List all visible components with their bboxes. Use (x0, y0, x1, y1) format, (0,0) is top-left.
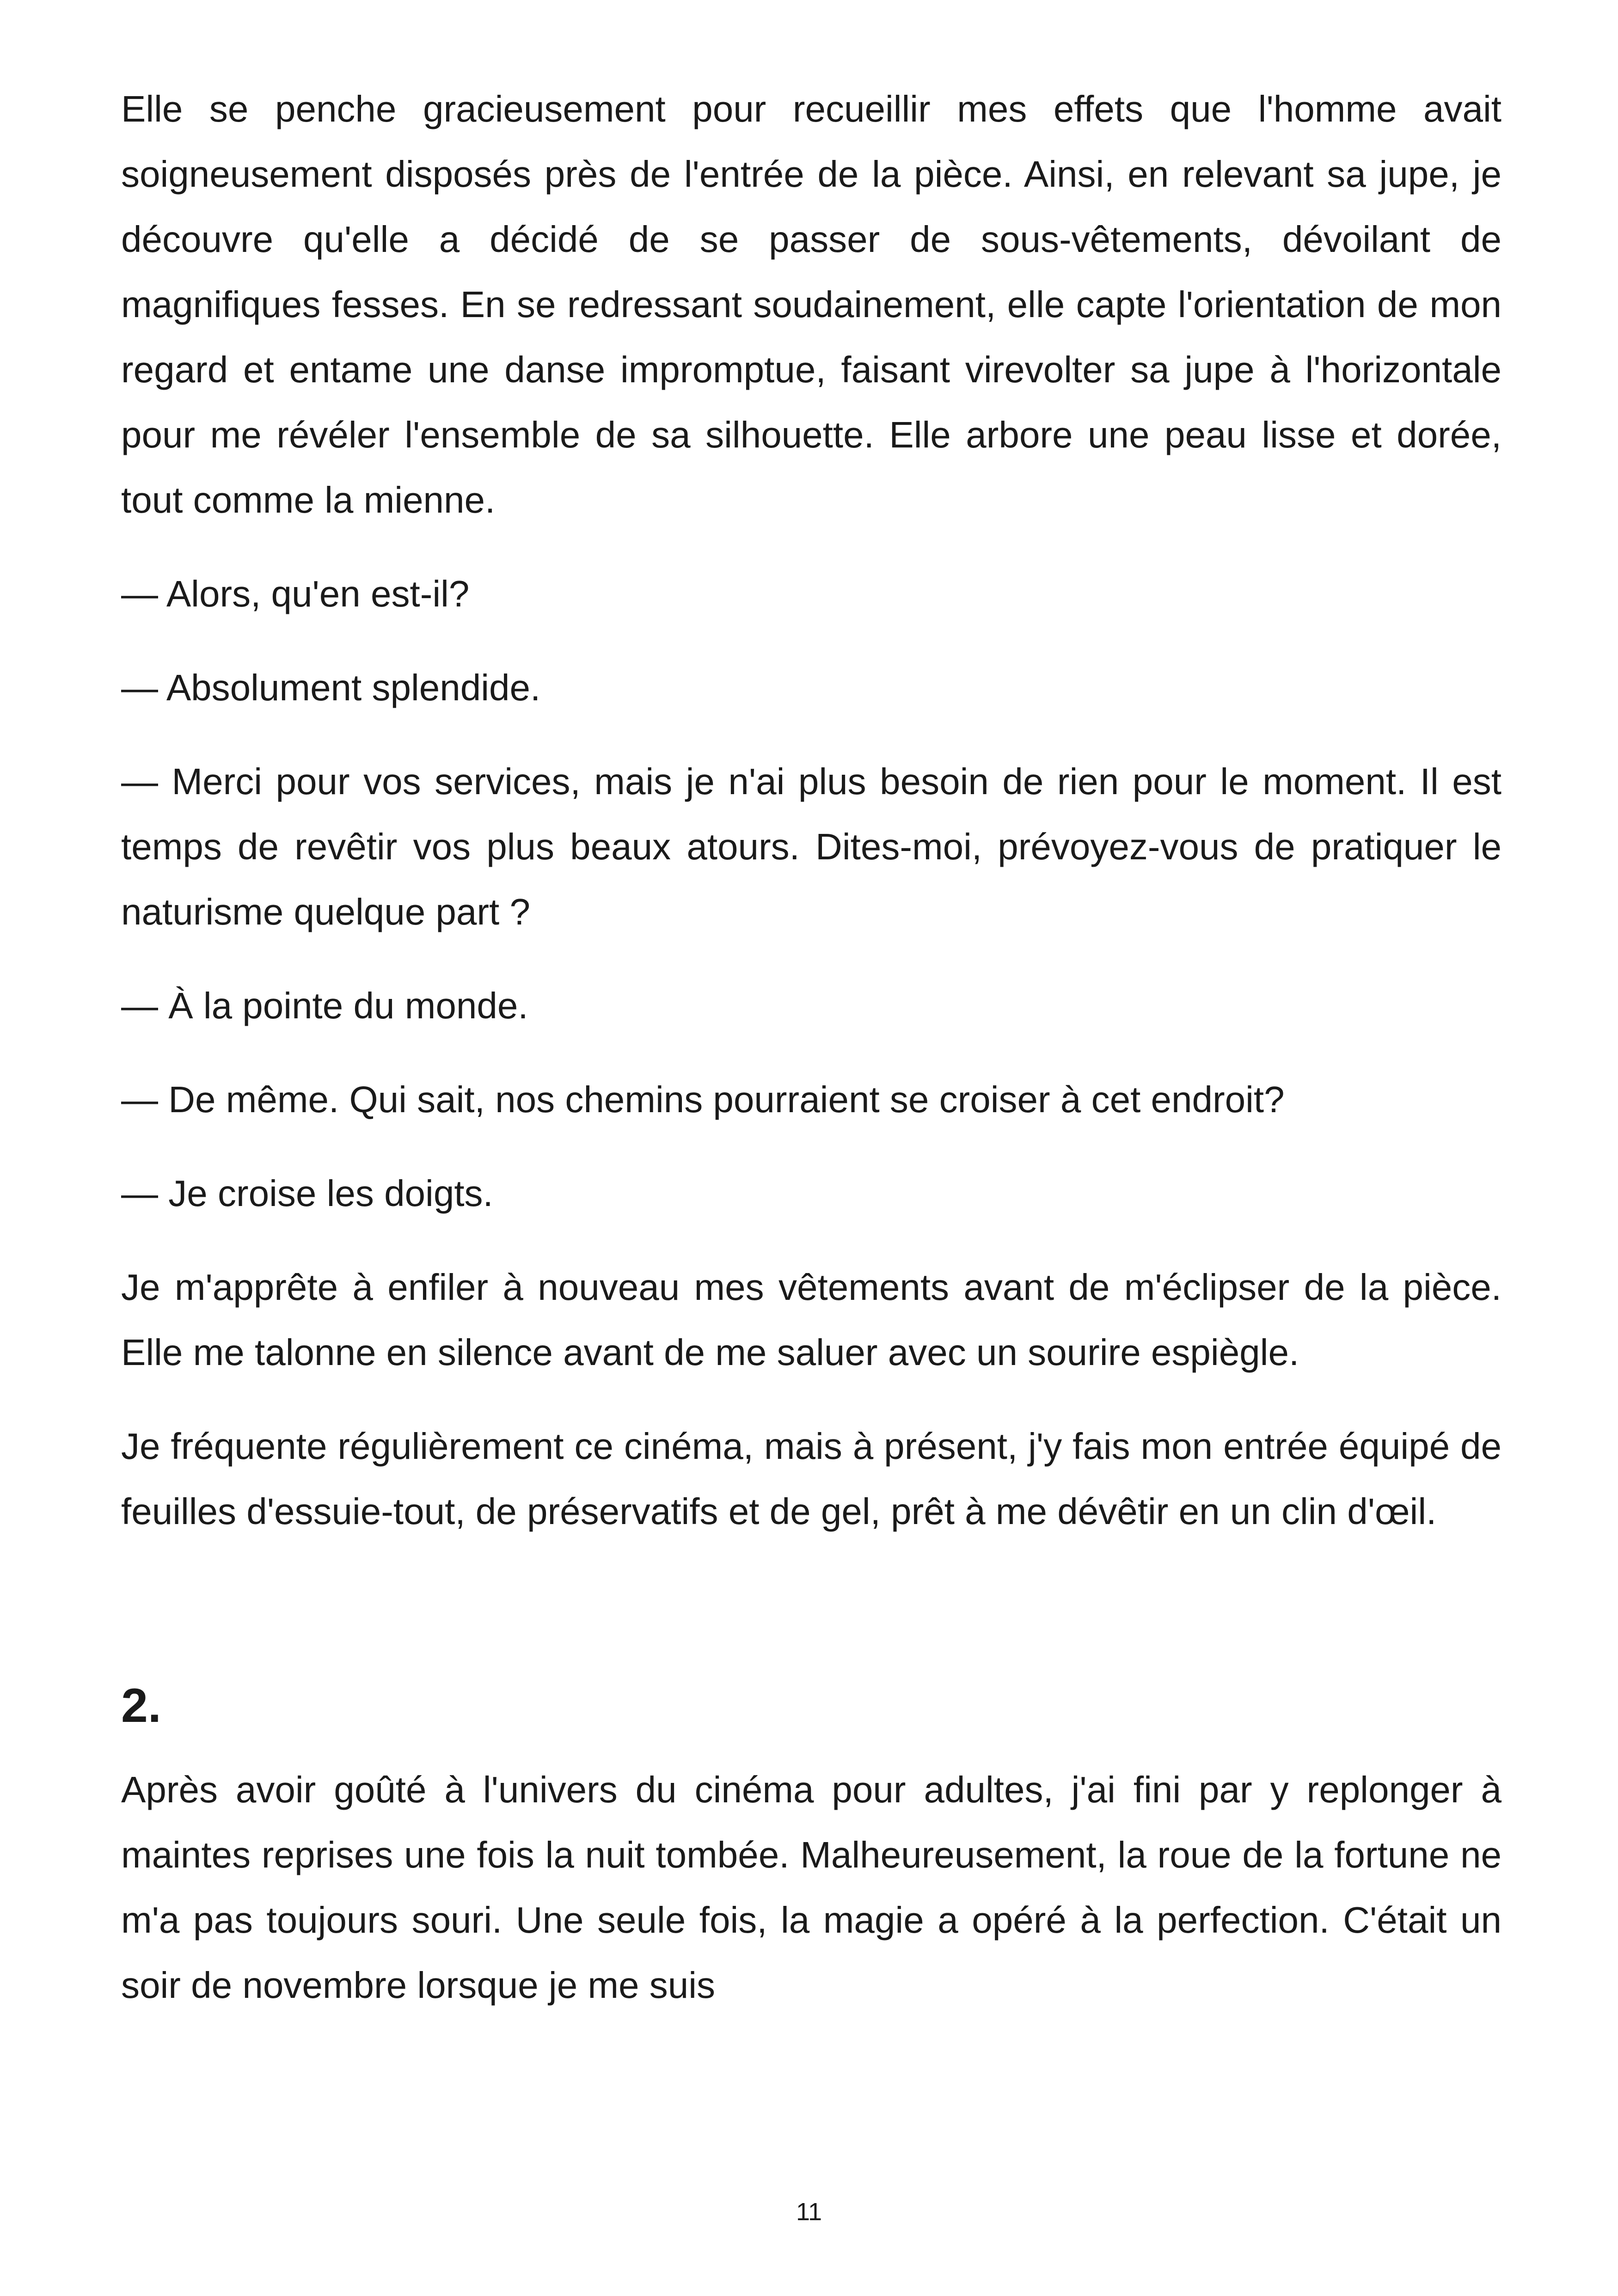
narrative-paragraph: Elle se penche gracieusement pour recueillir mes effets que l'homme avait soigneusement disposés près de l'entrée de la pièce. Ainsi, en relevant sa jupe, je découvre qu'elle a décidé de se passer de sous-vêtements, dévoilant de magnifiques fesses. En se redressant soudainement, elle capte l'orientation de mon regard et entame une danse impromptue, faisant virevolter sa jupe à l'horizontale pour me révéler l'ensemble de sa silhouette. Elle arbore une peau lisse et dorée, tout comme la mienne. (121, 88, 1502, 520)
dialogue-line: — Merci pour vos services, mais je n'ai plus besoin de rien pour le moment. Il est temps de revêtir vos plus beaux atours. Dites-moi, prévoyez-vous de pratiquer le naturisme quelque part ? (121, 761, 1502, 932)
dialogue-line: — Alors, qu'en est-il? (121, 573, 470, 614)
section-heading: 2. (121, 1679, 161, 1733)
dialogue-line: — De même. Qui sait, nos chemins pourraient se croiser à cet endroit? (121, 1079, 1285, 1120)
dialogue-line: — À la pointe du monde. (121, 985, 528, 1026)
dialogue-line: — Absolument splendide. (121, 667, 541, 708)
dialogue-line: — Je croise les doigts. (121, 1173, 493, 1214)
section-paragraph: Après avoir goûté à l'univers du cinéma pour adultes, j'ai fini par y replonger à maintes reprises une fois la nuit tombée. Malheureusement, la roue de la fortune ne m'a pas toujours souri. Une seule fois, la magie a opéré à la perfection. C'était un soir de novembre lorsque je me suis (121, 1769, 1502, 2006)
narrative-paragraph: Je m'apprête à enfiler à nouveau mes vêtements avant de m'éclipser de la pièce. Elle me talonne en silence avant de me saluer avec un sourire espiègle. (121, 1267, 1502, 1373)
page-number: 11 (796, 2198, 822, 2226)
document-page (121, 76, 1502, 2046)
narrative-paragraph: Je fréquente régulièrement ce cinéma, mais à présent, j'y fais mon entrée équipé de feuilles d'essuie-tout, de préservatifs et de gel, prêt à me dévêtir en un clin d'œil. (121, 1426, 1502, 1532)
